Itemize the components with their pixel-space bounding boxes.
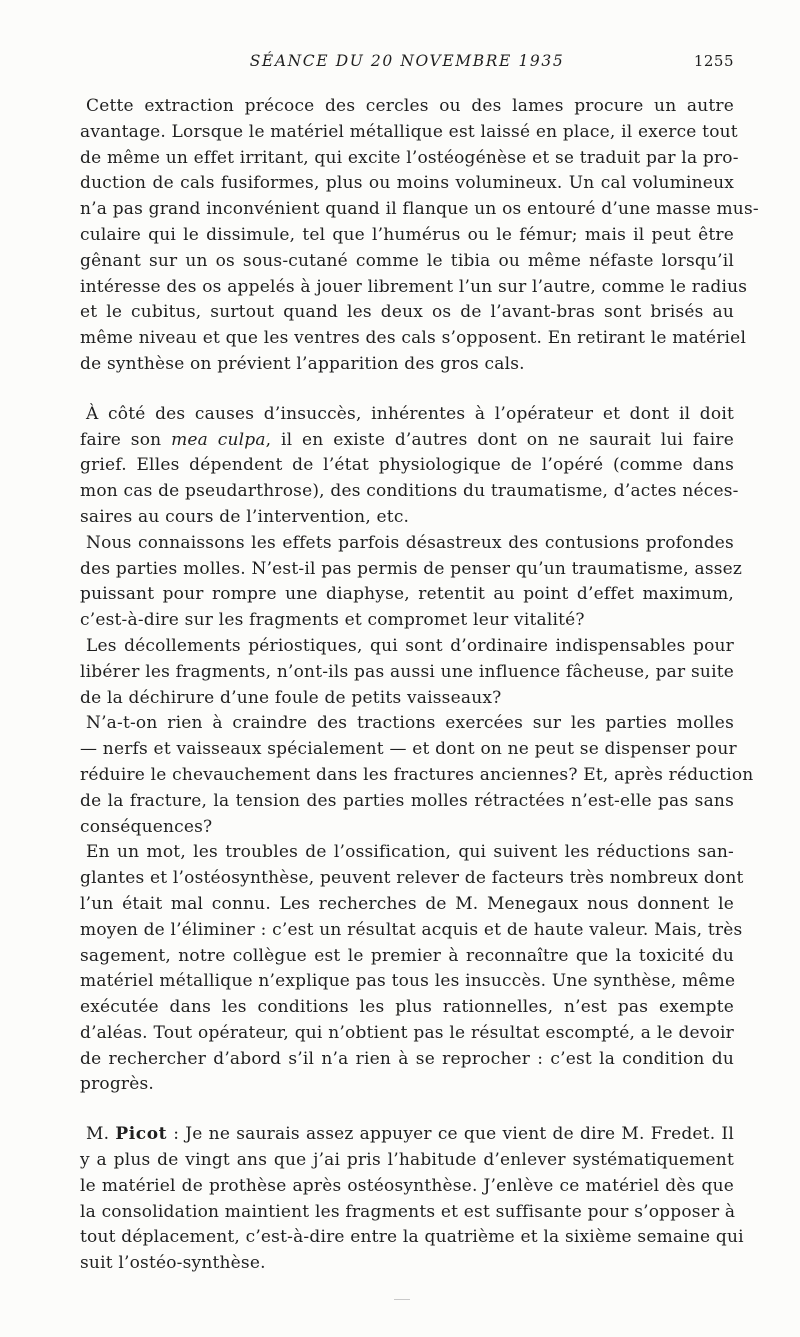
speaker-prefix: M.	[86, 1124, 116, 1145]
text-line: c’est-à-dire sur les fragments et compromet leur vitalité?	[80, 610, 585, 631]
text-line: puissant pour rompre une diaphyse, retentit au point d’effet maximum,	[80, 584, 734, 605]
text-line: tout déplacement, c’est-à-dire entre la quatrième et la sixième semaine qui	[80, 1227, 744, 1248]
text-line: matériel métallique n’explique pas tous les insuccès. Une synthèse, même	[80, 971, 736, 992]
text-line: gênant sur un os sous-cutané comme le tibia ou même néfaste lorsqu’il	[80, 250, 734, 271]
text-line: duction de cals fusiformes, plus ou moins volumineux. Un cal volumineux	[80, 173, 734, 194]
text-line: sagement, notre collègue est le premier à reconnaître que la toxicité du	[80, 945, 734, 966]
running-header	[80, 52, 734, 74]
text-line: Nous connaissons les effets parfois désastreux des contusions profondes	[86, 532, 734, 553]
paragraph-picot	[80, 1122, 744, 1277]
paragraph-3	[80, 531, 743, 634]
paragraph-4	[80, 634, 734, 711]
page-number: 1255	[693, 52, 734, 70]
text-line: même niveau et que les ventres des cals s’opposent. En retirant le matériel	[80, 328, 747, 349]
text-line: suit l’ostéo-synthèse.	[80, 1253, 266, 1274]
text-line: y a plus de vingt ans que j’ai pris l’habitude d’enlever systématiquement	[80, 1150, 734, 1171]
bottom-rule-mark	[394, 1299, 410, 1300]
text-line: libérer les fragments, n’ont-ils pas aussi une influence fâcheuse, par suite	[80, 661, 734, 682]
text-fragment: : Je ne saurais assez appuyer ce que vient de dire M. Fredet. Il	[167, 1124, 734, 1145]
text-line: Les décollements périostiques, qui sont d’ordinaire indispensables pour	[86, 635, 734, 656]
text-line: de même un effet irritant, qui excite l’ostéogénèse et se traduit par la pro-	[80, 147, 739, 168]
text-line: l’un était mal connu. Les recherches de M. Menegaux nous donnent le	[80, 893, 734, 914]
text-line: progrès.	[80, 1074, 155, 1095]
text-line: conséquences?	[80, 816, 213, 837]
text-line: exécutée dans les conditions les plus rationnelles, n’est pas exempte	[80, 997, 734, 1018]
text-line	[80, 428, 734, 454]
text-line: N’a-t-on rien à craindre des tractions exercées sur les parties molles	[86, 713, 734, 734]
paragraph-2	[80, 402, 739, 531]
text-line: la consolidation maintient les fragments et est suffisante pour s’opposer à	[80, 1201, 736, 1222]
text-line: de rechercher d’abord s’il n’a rien à se reprocher : c’est la condition du	[80, 1048, 734, 1069]
text-fragment: , il en existe d’autres dont on ne saurait lui faire	[265, 429, 734, 450]
text-line: avantage. Lorsque le matériel métallique est laissé en place, il exerce tout	[80, 121, 738, 142]
header-title: SÉANCE DU 20 NOVEMBRE 1935	[249, 52, 565, 70]
text-line: de la déchirure d’une foule de petits vaisseaux?	[80, 687, 502, 708]
text-line: de la fracture, la tension des parties molles rétractées n’est-elle pas sans	[80, 790, 734, 811]
paragraph-6	[80, 840, 744, 1098]
text-line: saires au cours de l’intervention, etc.	[80, 506, 410, 527]
text-line: — nerfs et vaisseaux spécialement — et dont on ne peut se dispenser pour	[80, 739, 737, 760]
text-line: mon cas de pseudarthrose), des conditions du traumatisme, d’actes néces-	[80, 481, 739, 502]
text-line: Cette extraction précoce des cercles ou des lames procure un autre	[86, 96, 734, 116]
paragraph-5	[80, 711, 754, 840]
body-text	[80, 94, 759, 1277]
text-line: réduire le chevauchement dans les fractures anciennes? Et, après réduction	[80, 764, 754, 785]
text-line: En un mot, les troubles de l’ossification, qui suivent les réductions san-	[86, 842, 734, 863]
speaker-name: Picot	[115, 1124, 168, 1145]
text-line: le matériel de prothèse après ostéosynthèse. J’enlève ce matériel dès que	[80, 1175, 734, 1196]
text-line: glantes et l’ostéosynthèse, peuvent relever de facteurs très nombreux dont	[80, 868, 744, 889]
text-line: et le cubitus, surtout quand les deux os de l’avant-bras sont brisés au	[80, 302, 734, 323]
text-line: moyen de l’éliminer : c’est un résultat acquis et de haute valeur. Mais, très	[80, 919, 743, 940]
text-line: des parties molles. N’est-il pas permis de penser qu’un traumatisme, assez	[80, 558, 743, 579]
paragraph-1	[80, 94, 759, 378]
text-line: n’a pas grand inconvénient quand il flanque un os entouré d’une masse mus-	[80, 199, 759, 220]
text-line: de synthèse on prévient l’apparition des gros cals.	[80, 353, 525, 374]
text-line: culaire qui le dissimule, tel que l’humérus ou le fémur; mais il peut être	[80, 224, 734, 245]
text-line	[80, 1122, 734, 1148]
text-line: À côté des causes d’insuccès, inhérentes à l’opérateur et dont il doit	[86, 403, 734, 424]
text-fragment: faire son	[80, 429, 172, 450]
text-line: grief. Elles dépendent de l’état physiologique de l’opéré (comme dans	[80, 455, 734, 476]
italic-phrase: mea culpa	[171, 429, 266, 450]
text-line: d’aléas. Tout opérateur, qui n’obtient pas le résultat escompté, a le devoir	[80, 1022, 734, 1043]
text-line: intéresse des os appelés à jouer librement l’un sur l’autre, comme le radius	[80, 276, 748, 297]
